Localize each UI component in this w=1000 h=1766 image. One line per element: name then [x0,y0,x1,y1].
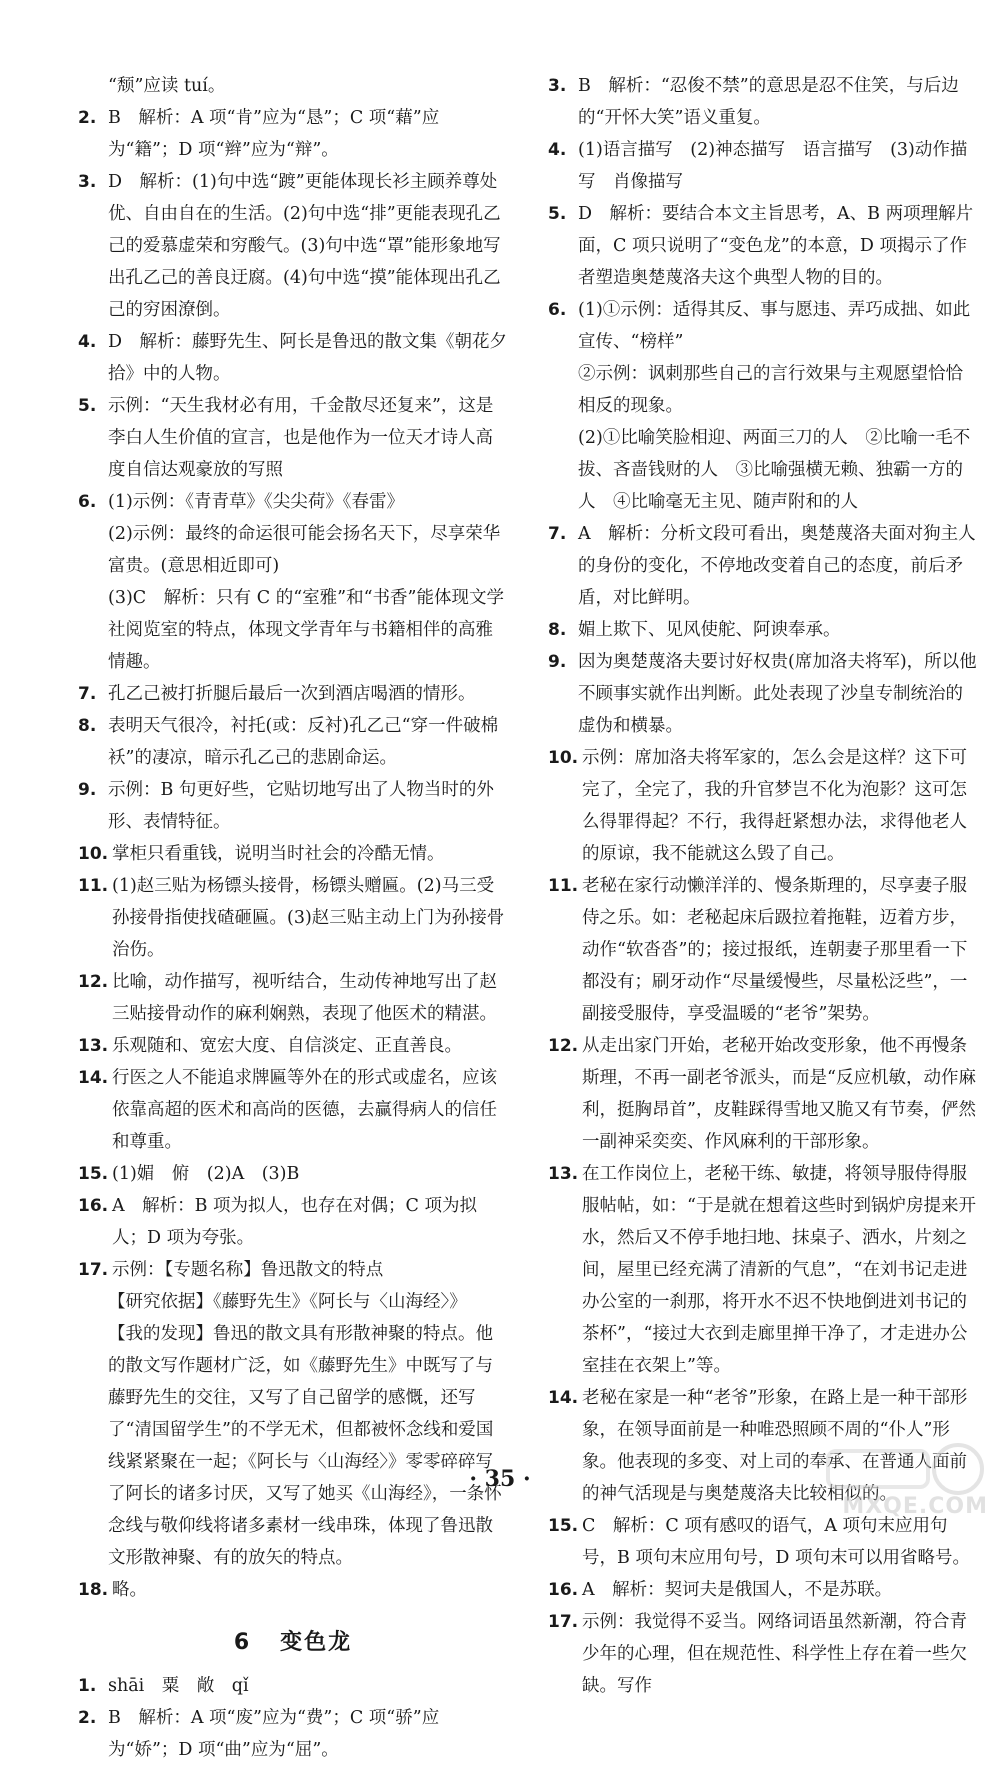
section-number: 6 [233,1630,252,1655]
item-number: 5. [78,396,97,416]
item-number: 10. [78,844,109,864]
item-text: 略。 [112,1580,147,1600]
item-text: ②示例：讽刺那些自己的言行效果与主观愿望恰恰相反的现象。 [578,364,963,416]
item-text: (1)赵三贴为杨镖头接骨，杨镖头赠匾。(2)马三受孙接骨指使找碴砸匾。(3)赵三贴主动上门为孙接骨治伤。 [112,876,505,960]
item-number: 2. [78,1708,97,1728]
answer-item [78,102,508,166]
item-text: A 解析：契诃夫是俄国人，不是苏联。 [582,1580,893,1600]
item-text: (1)①示例：适得其反、事与愿违、弄巧成拙、如此宣传、“榜样” [578,300,971,352]
answer-item [78,1030,508,1062]
answer-item [548,646,980,742]
section-title [78,1620,508,1666]
item-number: 9. [78,780,97,800]
item-number: 12. [78,972,109,992]
answer-item [548,742,980,870]
item-text: 孔乙己被打折腿后最后一次到酒店喝酒的情形。 [108,684,476,704]
page-number: · 35 · [469,1466,531,1492]
item-text: “颓”应读 tuí。 [108,76,226,96]
item-number: 7. [548,524,567,544]
answer-continuation [548,358,980,422]
item-number: 11. [548,876,579,896]
answer-item [78,1190,508,1254]
answer-item [78,166,508,326]
item-text: (2)①比喻笑脸相迎、两面三刀的人 ②比喻一毛不拔、吝啬钱财的人 ③比喻强横无赖、独霸一方的人 ④比喻毫无主见、随声附和的人 [578,428,971,512]
watermark-logo [808,1429,988,1519]
answer-item [78,774,508,838]
answer-continuation [78,70,508,102]
item-number: 15. [548,1516,579,1536]
item-number: 6. [548,300,567,320]
answer-item [78,1254,508,1286]
item-number: 3. [78,172,97,192]
watermark-text: MXQE.COM [842,1494,988,1519]
item-text: 表明天气很冷，衬托(或：反衬)孔乙己“穿一件破棉袄”的凄凉，暗示孔乙己的悲剧命运。 [108,716,499,768]
item-number: 2. [78,108,97,128]
item-text: 掌柜只看重钱，说明当时社会的冷酷无情。 [112,844,445,864]
answer-continuation [78,582,508,678]
answer-item [548,70,980,134]
item-number: 1. [78,1676,97,1696]
answer-item [548,198,980,294]
item-text: B 解析：A 项“肯”应为“恳”；C 项“藉”应为“籍”；D 项“辫”应为“辩”。 [108,108,440,160]
item-text: B 解析：A 项“废”应为“费”；C 项“骄”应为“娇”；D 项“曲”应为“屈”。 [108,1708,440,1760]
answer-continuation [548,422,980,518]
item-text: A 解析：B 项为拟人，也存在对偶；C 项为拟人；D 项为夸张。 [112,1196,478,1248]
item-number: 17. [548,1612,579,1632]
item-text: 老秘在家行动懒洋洋的、慢条斯理的，尽享妻子服侍之乐。如：老秘起床后趿拉着拖鞋，迈着方步，动作“软沓沓”的；接过报纸，连朝妻子那里看一下都没有；刷牙动作“尽量缓慢些，尽量松泛些”，一副接受服侍，享受温暖的“老爷”架势。 [582,876,968,1024]
item-number: 14. [548,1388,579,1408]
item-text: A 解析：分析文段可看出，奥楚蔑洛夫面对狗主人的身份的变化，不停地改变着自己的态度，前后矛盾，对比鲜明。 [578,524,976,608]
item-text: (1)语言描写 (2)神态描写 语言描写 (3)动作描写 肖像描写 [578,140,968,192]
answer-item [548,294,980,358]
answer-item [548,1606,980,1702]
item-text: 从走出家门开始，老秘开始改变形象，他不再慢条斯理，不再一副老爷派头，而是“反应机敏，动作麻利，挺胸昂首”，皮鞋踩得雪地又脆又有节奏，俨然一副神采奕奕、作风麻利的干部形象。 [582,1036,976,1152]
answer-item [548,614,980,646]
item-number: 14. [78,1068,109,1088]
item-text: 媚上欺下、见风使舵、阿谀奉承。 [578,620,841,640]
item-number: 13. [548,1164,579,1184]
answer-item [548,1510,980,1574]
section-title-text: 变色龙 [280,1630,353,1655]
item-text: 示例：【专题名称】鲁迅散文的特点 [112,1260,384,1280]
answer-item [548,134,980,198]
answer-continuation [78,1318,508,1574]
item-text: 【研究依据】《藤野先生》《阿长与〈山海经〉》 [108,1292,467,1312]
item-text: 比喻，动作描写，视听结合，生动传神地写出了赵三贴接骨动作的麻利娴熟，表现了他医术的精湛。 [112,972,497,1024]
item-number: 8. [548,620,567,640]
item-text: 乐观随和、宽宏大度、自信淡定、正直善良。 [112,1036,462,1056]
answer-item [78,678,508,710]
answer-item [78,710,508,774]
item-text: 示例：“天生我材必有用，千金散尽还复来”，这是李白人生价值的宣言，也是他作为一位天才诗人高度自信达观豪放的写照 [108,396,494,480]
answer-item [548,1158,980,1382]
answer-item [548,1574,980,1606]
answer-item [78,1574,508,1606]
item-text: (3)C 解析：只有 C 的“室雅”和“书香”能体现文学社阅览室的特点，体现文学青年与书籍相伴的高雅情趣。 [108,588,504,672]
item-text: 因为奥楚蔑洛夫要讨好权贵(席加洛夫将军)，所以他不顾事实就作出判断。此处表现了沙皇专制统治的虚伪和横暴。 [578,652,977,736]
item-number: 4. [78,332,97,352]
answer-item [78,1158,508,1190]
answer-item [78,838,508,870]
item-text: 示例：B 句更好些，它贴切地写出了人物当时的外形、表情特征。 [108,780,494,832]
item-text: 【我的发现】鲁迅的散文具有形散神聚的特点。他的散文写作题材广泛，如《藤野先生》中既写了与藤野先生的交往，又写了自己留学的感慨，还写了“清国留学生”的不学无术，但都被怀念线和爱国线紧紧聚在一起；《阿长与〈山海经〉》零零碎碎写了阿长的诸多讨厌，又写了她买《山海经》，一条怀念线与敬仰线将诸多素材一线串珠，体现了鲁迅散文形散神聚、有的放矢的特点。 [108,1324,502,1568]
answer-item [548,870,980,1030]
item-text: (2)示例：最终的命运很可能会扬名天下，尽享荣华富贵。(意思相近即可) [108,524,501,576]
item-number: 17. [78,1260,109,1280]
answer-item [78,1062,508,1158]
item-number: 18. [78,1580,109,1600]
item-text: (1)媚 俯 (2)A (3)B [112,1164,300,1184]
answer-item [548,1030,980,1158]
item-text: 示例：席加洛夫将军家的，怎么会是这样？这下可完了，全完了，我的升官梦岂不化为泡影？这可怎么得罪得起？不行，我得赶紧想办法，求得他老人的原谅，我不能就这么毁了自己。 [582,748,967,864]
item-text: 在工作岗位上，老秘干练、敏捷，将领导服侍得服服帖帖，如：“于是就在想着这些时到锅炉房提来开水，然后又不停手地扫地、抹桌子、洒水，片刻之间，屋里已经充满了清新的气息”，“在刘书记走进办公室的一刹那，将开水不迟不快地倒进刘书记的茶杯”，“接过大衣到走廊里掸干净了，才走进办公室挂在衣架上”等。 [582,1164,976,1376]
item-number: 16. [548,1580,579,1600]
item-number: 3. [548,76,567,96]
item-text: D 解析：藤野先生、阿长是鲁迅的散文集《朝花夕拾》中的人物。 [108,332,508,384]
answer-item [78,390,508,486]
answer-item [78,966,508,1030]
item-number: 12. [548,1036,579,1056]
item-number: 16. [78,1196,109,1216]
item-number: 8. [78,716,97,736]
item-number: 5. [548,204,567,224]
item-number: 13. [78,1036,109,1056]
item-text: shāi 粟 敞 qǐ [108,1676,249,1696]
answer-continuation [78,1286,508,1318]
answer-item [78,1702,508,1766]
item-number: 6. [78,492,97,512]
item-number: 15. [78,1164,109,1184]
item-number: 9. [548,652,567,672]
answer-continuation [78,518,508,582]
item-text: 行医之人不能追求牌匾等外在的形式或虚名，应该依靠高超的医术和高尚的医德，去赢得病人的信任和尊重。 [112,1068,497,1152]
item-text: 示例：我觉得不妥当。网络词语虽然新潮，符合青少年的心理，但在规范性、科学性上存在着一些欠缺。写作 [582,1612,967,1696]
answer-item [548,518,980,614]
item-text: C 解析：C 项有感叹的语气，A 项句末应用句号，B 项句末应用句号，D 项句末可以用省略号。 [582,1516,971,1568]
left-column [78,70,508,1766]
item-number: 11. [78,876,109,896]
item-number: 10. [548,748,579,768]
answer-item [78,870,508,966]
item-text: D 解析：要结合本文主旨思考，A、B 两项理解片面，C 项只说明了“变色龙”的本意，D 项揭示了作者塑造奥楚蔑洛夫这个典型人物的目的。 [578,204,974,288]
answer-item [78,1670,508,1702]
item-number: 4. [548,140,567,160]
item-text: 老秘在家是一种“老爷”形象，在路上是一种干部形象，在领导面前是一种唯恐照顾不周的“仆人”形象。他表现的多变、对上司的奉承、在普通人面前的神气活现是与奥楚蔑洛夫比较相似的。 [582,1388,968,1504]
answer-item [78,326,508,390]
item-number: 7. [78,684,97,704]
item-text: B 解析：“忍俊不禁”的意思是忍不住笑，与后边的“开怀大笑”语义重复。 [578,76,959,128]
answer-item [78,486,508,518]
item-text: (1)示例：《青青草》《尖尖荷》《春雷》 [108,492,405,512]
item-text: D 解析：(1)句中选“踱”更能体现长衫主顾养尊处优、自由自在的生活。(2)句中选“排”更能表现孔乙己的爱慕虚荣和穷酸气。(3)句中选“罩”能形象地写出孔乙己的善良迂腐。(4)句中选“摸”能体现出孔乙己的穷困潦倒。 [108,172,501,320]
